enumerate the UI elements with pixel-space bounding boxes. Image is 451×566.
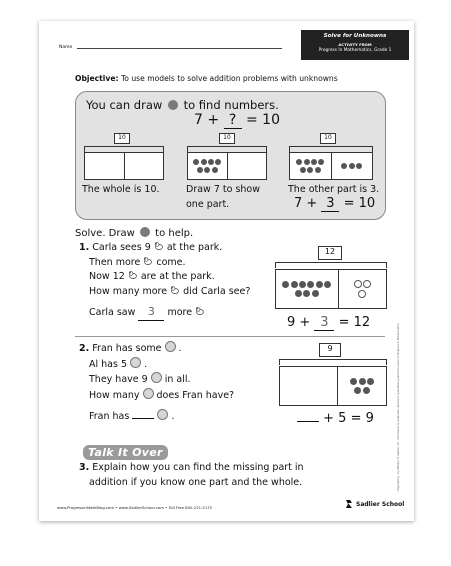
problem1-answer: [79, 305, 250, 321]
banner-subtitle: ACTIVITY FROM: [338, 42, 372, 47]
problem3-line2: addition if you know one part and the whole.: [89, 476, 303, 488]
panel3-whole-box: 10: [320, 133, 336, 144]
problem1-whole-box: 12: [318, 246, 342, 260]
panel3-caption: The other part is 3.: [288, 184, 380, 195]
banner-title: Solve for Unknowns: [323, 33, 387, 39]
objective-text: To use models to solve addition problems with unknowns: [120, 74, 338, 83]
example-intro-after: to find numbers.: [183, 98, 279, 112]
problem2-answer-blank[interactable]: [132, 418, 154, 419]
dot: [204, 167, 210, 173]
panel2-whole-box: 10: [219, 133, 235, 144]
problem1-equation: [287, 315, 370, 331]
open-dot: [354, 280, 362, 288]
problem1-part-a: [276, 270, 339, 308]
objective-label: Objective:: [75, 74, 119, 83]
problem1-eq-left: 9 +: [287, 315, 311, 330]
solve-heading: [75, 227, 193, 239]
problem2-eq-blank[interactable]: [297, 421, 319, 422]
gray-dot-icon: [168, 100, 178, 110]
dot: [299, 281, 306, 288]
problem2-number: 2.: [79, 343, 90, 354]
solve-before: Solve. Draw: [75, 228, 135, 239]
problem2-part-a[interactable]: [280, 367, 338, 405]
coin-icon: [157, 409, 168, 420]
coin-icon: [165, 341, 176, 352]
problem2-equation: [297, 411, 374, 426]
coin-icon: [151, 372, 162, 383]
dot: [303, 290, 310, 297]
problem1-answer-after: more: [167, 307, 193, 318]
problem2-line4-before: How many: [89, 389, 140, 401]
problem2-eq-plus: + 5: [323, 411, 347, 426]
dot: [291, 281, 298, 288]
problem1-line3-before: Now 12: [89, 271, 125, 282]
problem2-part-b: [338, 367, 386, 405]
dot: [324, 281, 331, 288]
banner-source: Progress In Mathematics, Grade 1: [318, 48, 392, 53]
example-eq-right: = 10: [246, 112, 280, 128]
problem2-line4-after: does Fran have?: [156, 389, 235, 401]
divider: [75, 336, 385, 337]
panel1-caption: The whole is 10.: [82, 184, 160, 195]
problem2-line3-after: in all.: [164, 374, 191, 385]
sadlier-logo: [345, 499, 404, 509]
panel2-bar: [187, 152, 267, 180]
dot: [341, 163, 347, 169]
talk-it-over-badge: Talk It Over: [83, 445, 168, 460]
dot: [367, 378, 374, 385]
open-dot: [358, 290, 366, 298]
dot: [307, 281, 314, 288]
worksheet-page: [39, 21, 414, 521]
dot: [349, 163, 355, 169]
dot: [363, 387, 370, 394]
dot: [316, 281, 323, 288]
problem2-line1-text: Fran has some: [92, 343, 162, 354]
problem1-bracket: [275, 262, 387, 268]
problem2-line3: [79, 372, 234, 388]
panel3-eq-answer: 3: [321, 196, 339, 212]
panel2-caption-line2: one part.: [186, 199, 230, 210]
problem3-text: [79, 461, 304, 490]
panel1-bar: [84, 152, 164, 180]
problem2-dots: [346, 378, 378, 395]
footer-links: www.ProgressinMathBlog.com • www.SadlierSchool.com • Toll Free 800-221-5175: [57, 505, 213, 510]
example-equation: [194, 112, 280, 129]
dog-icon: [170, 285, 180, 295]
dog-icon: [143, 256, 153, 266]
panel1-part-b: [125, 153, 164, 179]
panel2-part-b: [228, 153, 267, 179]
panel3-dots-a: [293, 159, 327, 174]
dot: [315, 167, 321, 173]
dot: [318, 159, 324, 165]
problem1-line3-after: are at the park.: [140, 271, 215, 282]
dog-icon: [128, 270, 138, 280]
problem3-number: 3.: [79, 462, 90, 473]
problem2-eq-right: = 9: [350, 411, 374, 426]
problem2-line4: [79, 388, 234, 404]
panel1-part-a: [85, 153, 125, 179]
problem2-bracket: [279, 359, 387, 365]
panel3-equation: [294, 196, 375, 212]
problem1-text: [79, 241, 250, 321]
problem2-whole-box: 9: [319, 343, 341, 357]
problem1-line1: [79, 241, 250, 256]
problem1-bar: [275, 269, 387, 309]
dot: [354, 387, 361, 394]
dot: [193, 159, 199, 165]
name-label: Name: [59, 45, 73, 50]
coin-icon: [143, 388, 154, 399]
dog-icon: [154, 241, 164, 251]
panel3-eq-left: 7 +: [294, 196, 318, 211]
panel3-bar: [289, 152, 373, 180]
problem1-eq-answer[interactable]: 3: [314, 315, 334, 331]
problem1-line4: [79, 285, 250, 300]
problem1-part-b[interactable]: [339, 270, 386, 308]
problem2-answer-before: Fran has: [89, 411, 130, 422]
problem1-answer-before: Carla saw: [89, 307, 136, 318]
problem1-number: 1.: [79, 242, 90, 253]
dot: [359, 378, 366, 385]
problem1-answer-value[interactable]: 3: [138, 305, 164, 321]
problem3-line1: [79, 461, 304, 476]
problem3-line1-text: Explain how you can find the missing part in: [92, 462, 304, 473]
dot: [300, 167, 306, 173]
dot: [208, 159, 214, 165]
problem1-line1-after: at the park.: [166, 242, 223, 253]
example-intro-before: You can draw: [86, 98, 163, 112]
dot: [282, 281, 289, 288]
problem1-eq-right: = 12: [338, 315, 371, 330]
example-eq-unknown: ?: [224, 112, 242, 129]
objective: [75, 74, 338, 83]
problem2-text: [79, 341, 234, 425]
problem2-line3-before: They have 9: [89, 374, 148, 385]
sadlier-logo-text: Sadlier School: [356, 500, 405, 508]
example-intro: [86, 98, 279, 112]
problem1-line4-before: How many more: [89, 285, 168, 297]
example-box: [75, 91, 386, 220]
panel3-part-b: [332, 153, 373, 179]
panel3-part-a: [290, 153, 332, 179]
title-banner: [301, 30, 409, 60]
problem1-dots-a: [281, 281, 333, 298]
solve-after: to help.: [155, 228, 194, 239]
dot: [212, 167, 218, 173]
problem1-dots-b: [348, 280, 376, 299]
problem1-line2-before: Then more: [89, 256, 141, 268]
dot: [201, 159, 207, 165]
example-eq-left: 7 +: [194, 112, 220, 128]
problem2-bar: [279, 366, 387, 406]
side-copyright: Copyright © by William H. Sadlier, Inc. Permission to duplicate classroom quantities granted to users of Progress in Mathematics.: [397, 322, 400, 491]
panel3-dots-b: [337, 162, 367, 169]
panel3-eq-right: = 10: [343, 196, 376, 211]
dot: [307, 167, 313, 173]
dot: [197, 167, 203, 173]
problem2-line2-text: Al has 5: [89, 358, 128, 370]
dot: [215, 159, 221, 165]
panel2-caption-line1: Draw 7 to show: [186, 184, 261, 195]
name-line: [77, 48, 282, 49]
problem1-line3: [79, 270, 250, 285]
gray-dot-icon: [140, 227, 150, 237]
dot: [311, 159, 317, 165]
dot: [350, 378, 357, 385]
open-dot: [363, 280, 371, 288]
panel2-part-a: [188, 153, 228, 179]
problem1-line2-after: come.: [156, 256, 186, 268]
problem2-answer: Fran has .: [89, 411, 175, 422]
dot: [356, 163, 362, 169]
problem2-line2: Al has 5 .: [89, 358, 148, 370]
problem1-line2: [79, 256, 250, 271]
panel2-dots: [190, 159, 224, 174]
dot: [304, 159, 310, 165]
coin-icon: [130, 357, 141, 368]
problem2-line1: 2. Fran has some .: [79, 343, 182, 354]
panel2-caption: [186, 182, 260, 212]
dot: [295, 290, 302, 297]
panel1-whole-box: 10: [114, 133, 130, 144]
dog-icon: [195, 306, 205, 316]
sadlier-logo-icon: [345, 499, 353, 509]
problem1-line1-before: Carla sees 9: [92, 242, 151, 253]
problem1-line4-after: did Carla see?: [183, 285, 251, 297]
dot: [312, 290, 319, 297]
dot: [296, 159, 302, 165]
